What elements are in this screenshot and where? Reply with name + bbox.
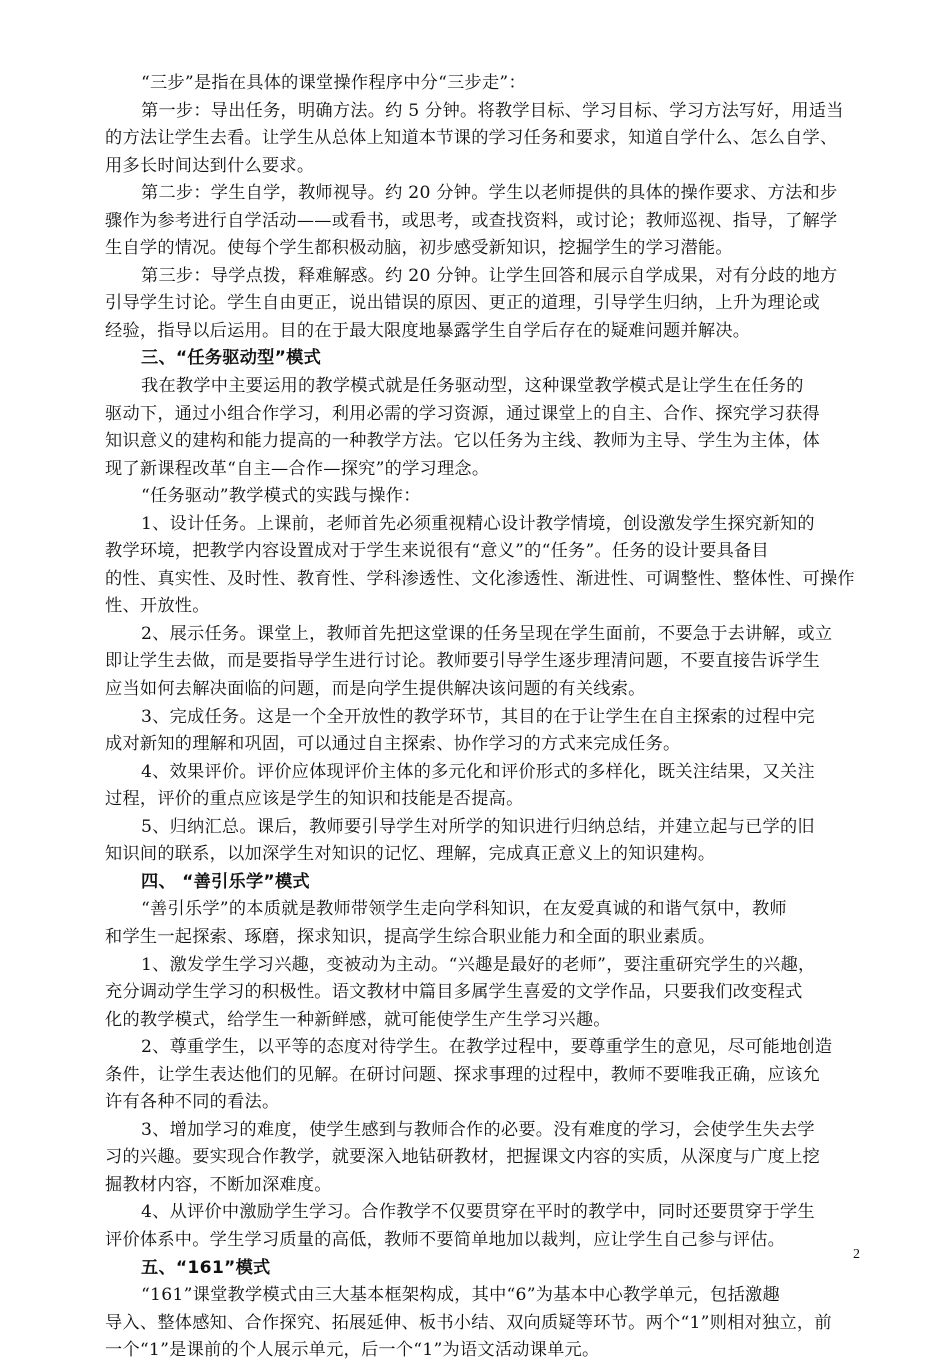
text-line: 现了新课程改革“自主—合作—探究”的学习理念。 bbox=[105, 458, 490, 479]
text-line: 2、展示任务。课堂上，教师首先把这堂课的任务呈现在学生面前，不要急于去讲解，或立 bbox=[141, 623, 833, 644]
text-line: 1、设计任务。上课前，老师首先必须重视精心设计教学情境，创设激发学生探究新知的 bbox=[141, 513, 815, 534]
text-line: 经验，指导以后运用。目的在于最大限度地暴露学生自学后存在的疑难问题并解决。 bbox=[105, 320, 751, 341]
text-line: 5、归纳汇总。课后，教师要引导学生对所学的知识进行归纳总结，并建立起与已学的旧 bbox=[141, 816, 815, 837]
text-line: 第二步：学生自学，教师视导。约 20 分钟。学生以老师提供的具体的操作要求、方法和步 bbox=[141, 183, 838, 204]
text-line: “善引乐学”的本质就是教师带领学生走向学科知识，在友爱真诚的和谐气氛中，教师 bbox=[141, 899, 787, 920]
text-line: 应当如何去解决面临的问题，而是向学生提供解决该问题的有关线索。 bbox=[105, 679, 646, 700]
text-line: 驱动下，通过小组合作学习，利用必需的学习资源，通过课堂上的自主、合作、探究学习获得 bbox=[105, 403, 820, 424]
text-line: 教学环境，把教学内容设置成对于学生来说很有“意义”的“任务”。任务的设计要具备目 bbox=[105, 541, 769, 562]
text-line: 1、激发学生学习兴趣，变被动为主动。“兴趣是最好的老师”，要注重研究学生的兴趣， bbox=[141, 954, 816, 975]
text-line: 一个“1”是课前的个人展示单元，后一个“1”为语文活动课单元。 bbox=[105, 1340, 600, 1361]
document-body bbox=[105, 70, 865, 1365]
text-line: “三步”是指在具体的课堂操作程序中分“三步走”： bbox=[141, 73, 526, 93]
text-line: 充分调动学生学习的积极性。语文教材中篇目多属学生喜爱的文学作品，只要我们改变程式 bbox=[105, 982, 803, 1003]
text-line: 的方法让学生去看。让学生从总体上知道本节课的学习任务和要求，知道自学什么、怎么自学、 bbox=[105, 128, 838, 149]
text-line: 许有各种不同的看法。 bbox=[105, 1092, 280, 1113]
text-line: 化的教学模式，给学生一种新鲜感，就可能使学生产生学习兴趣。 bbox=[105, 1009, 611, 1030]
text-line: 4、从评价中激励学生学习。合作教学不仅要贯穿在平时的教学中，同时还要贯穿于学生 bbox=[141, 1202, 815, 1223]
text-line: 4、效果评价。评价应体现评价主体的多元化和评价形式的多样化，既关注结果，又关注 bbox=[141, 761, 815, 782]
text-line: 引导学生讨论。学生自由更正，说出错误的原因、更正的道理，引导学生归纳，上升为理论或 bbox=[105, 293, 820, 314]
text-line: 第一步：导出任务，明确方法。约 5 分钟。将教学目标、学习目标、学习方法写好，用适当 bbox=[141, 100, 844, 121]
section-heading: 四、 “善引乐学”模式 bbox=[141, 871, 310, 892]
text-line: 过程，评价的重点应该是学生的知识和技能是否提高。 bbox=[105, 789, 524, 810]
text-line: 导入、整体感知、合作探究、拓展延伸、板书小结、双向质疑等环节。两个“1”则相对独立，前 bbox=[105, 1312, 832, 1333]
text-line: “任务驱动”教学模式的实践与操作： bbox=[141, 486, 421, 507]
text-line: 2、尊重学生，以平等的态度对待学生。在教学过程中，要尊重学生的意见，尽可能地创造 bbox=[141, 1037, 833, 1058]
text-line: 骤作为参考进行自学活动——或看书，或思考，或查找资料，或讨论；教师巡视、指导，了解学 bbox=[105, 210, 838, 231]
text-line: 知识间的联系，以加深学生对知识的记忆、理解，完成真正意义上的知识建构。 bbox=[105, 844, 716, 865]
text-line: “161”课堂教学模式由三大基本框架构成，其中“6”为基本中心教学单元，包括激趣 bbox=[141, 1285, 780, 1306]
text-line: 生自学的情况。使每个学生都积极动脑，初步感受新知识，挖掘学生的学习潜能。 bbox=[105, 238, 733, 259]
text-line: 和学生一起探索、琢磨，探求知识，提高学生综合职业能力和全面的职业素质。 bbox=[105, 926, 716, 947]
text-line: 3、增加学习的难度，使学生感到与教师合作的必要。没有难度的学习，会使学生失去学 bbox=[141, 1119, 815, 1140]
text-line: 性、开放性。 bbox=[105, 596, 210, 617]
text-line: 即让学生去做，而是要指导学生进行讨论。教师要引导学生逐步理清问题，不要直接告诉学生 bbox=[105, 651, 820, 672]
section-heading: 五、“161”模式 bbox=[141, 1257, 271, 1278]
section-heading: 三、“任务驱动型”模式 bbox=[141, 348, 322, 369]
text-line: 知识意义的建构和能力提高的一种教学方法。它以任务为主线、教师为主导、学生为主体，体 bbox=[105, 431, 820, 452]
text-line: 成对新知的理解和巩固，可以通过自主探索、协作学习的方式来完成任务。 bbox=[105, 734, 681, 755]
text-line: 第三步：导学点拨，释难解惑。约 20 分钟。让学生回答和展示自学成果，对有分歧的地方 bbox=[141, 265, 838, 286]
text-line: 用多长时间达到什么要求。 bbox=[105, 155, 315, 176]
text-line: 评价体系中。学生学习质量的高低，教师不要简单地加以裁判，应让学生自己参与评估。 bbox=[105, 1229, 786, 1250]
text-line: 我在教学中主要运用的教学模式就是任务驱动型，这种课堂教学模式是让学生在任务的 bbox=[141, 376, 804, 397]
text-line: 掘教材内容，不断加深难度。 bbox=[105, 1174, 332, 1195]
text-line: 的性、真实性、及时性、教育性、学科渗透性、文化渗透性、渐进性、可调整性、整体性、可操作 bbox=[105, 568, 855, 589]
text-line: 条件，让学生表达他们的见解。在研讨问题、探求事理的过程中，教师不要唯我正确，应该允 bbox=[105, 1064, 820, 1085]
text-line: 习的兴趣。要实现合作教学，就要深入地钻研教材，把握课文内容的实质，从深度与广度上挖 bbox=[105, 1147, 820, 1168]
page-number: 2 bbox=[853, 1247, 860, 1262]
text-line: 3、完成任务。这是一个全开放性的教学环节，其目的在于让学生在自主探索的过程中完 bbox=[141, 706, 815, 727]
